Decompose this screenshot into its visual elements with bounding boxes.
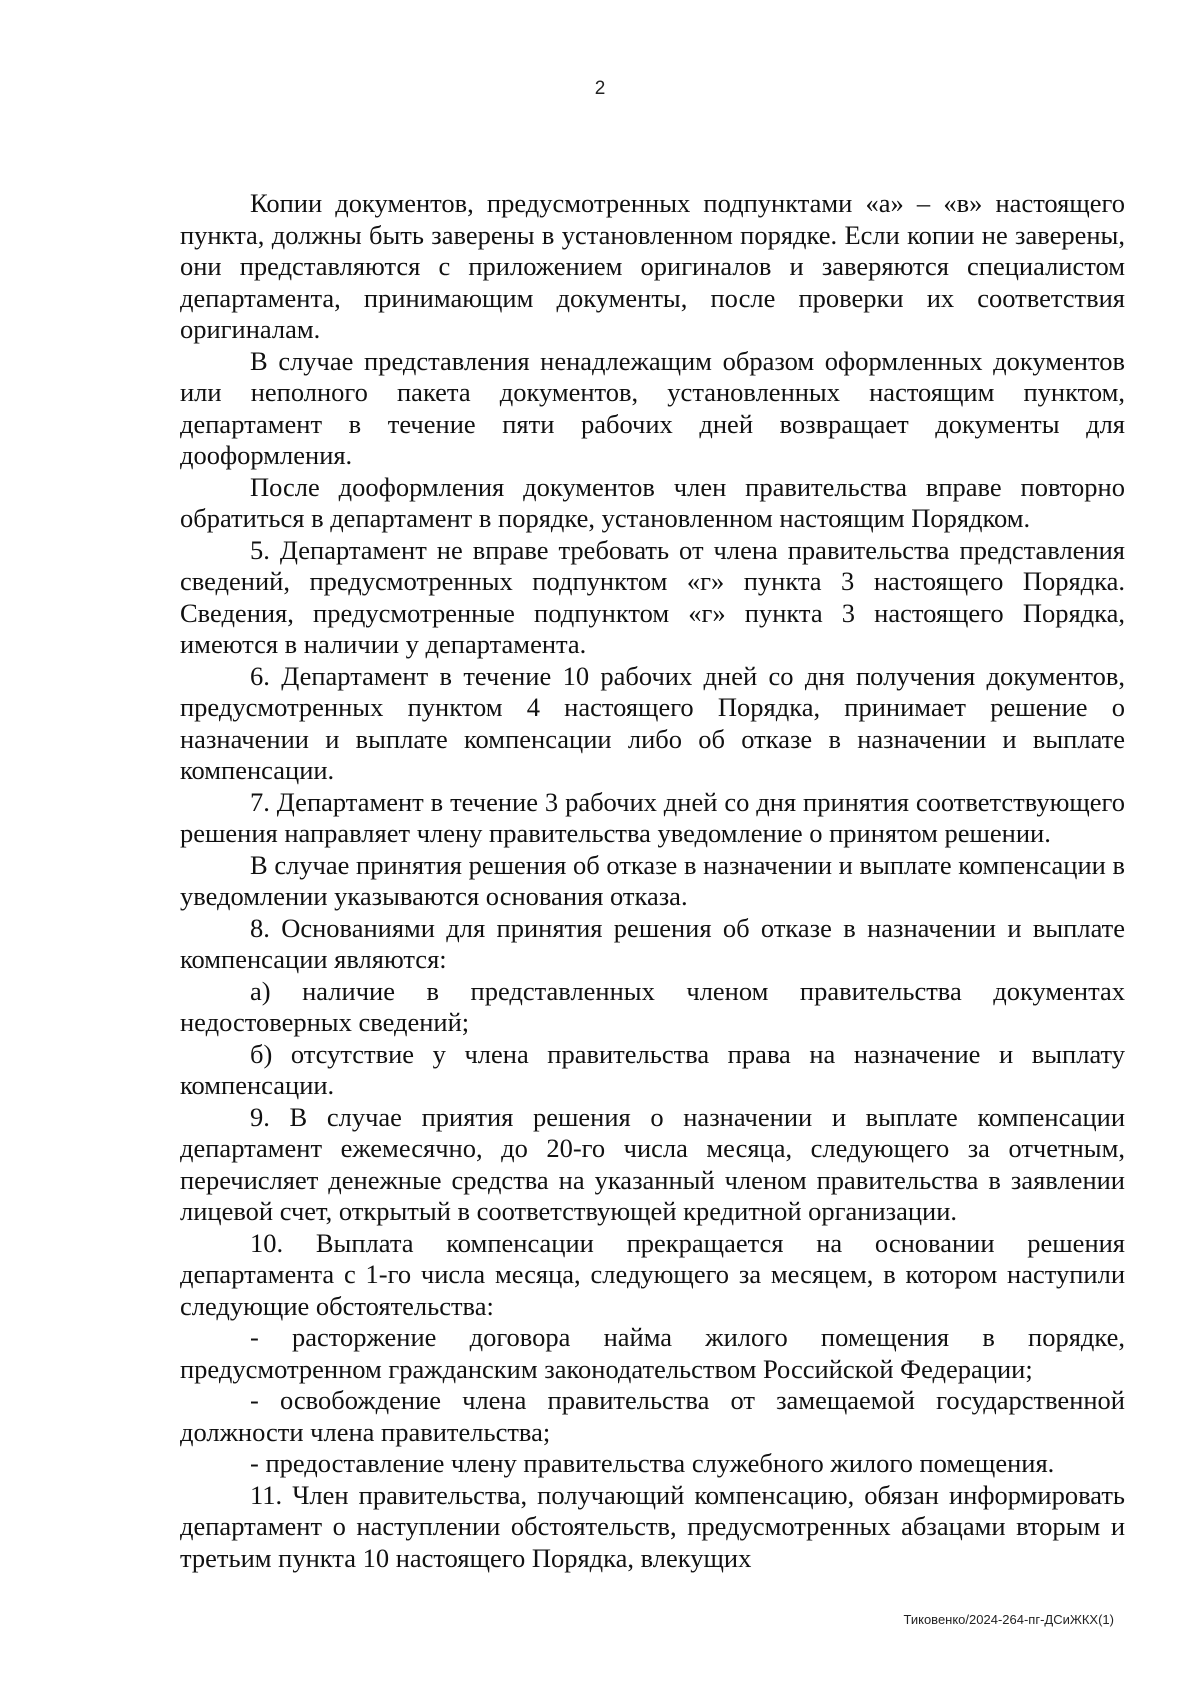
paragraph: б) отсутствие у члена правительства права на назначение и выплату компенсации.	[180, 1038, 1125, 1100]
paragraph: а) наличие в представленных членом правительства документах недостоверных сведений;	[180, 975, 1125, 1037]
paragraph: 5. Департамент не вправе требовать от члена правительства представления сведений, предусмотренных подпунктом «г» пункта 3 настоящего Порядка. Сведения, предусмотренные подпунктом «г» пункта 3 настоящего Порядка, имеются в наличии у департамента.	[180, 534, 1125, 659]
paragraph: В случае представления ненадлежащим образом оформленных документов или неполного пакета документов, установленных настоящим пунктом, департамент в течение пяти рабочих дней возвращает документы для дооформления.	[180, 345, 1125, 470]
paragraph: В случае принятия решения об отказе в назначении и выплате компенсации в уведомлении указываются основания отказа.	[180, 849, 1125, 911]
paragraph: - расторжение договора найма жилого помещения в порядке, предусмотренном гражданским законодательством Российской Федерации;	[180, 1322, 1125, 1384]
paragraph: - освобождение члена правительства от замещаемой государственной должности члена правительства;	[180, 1385, 1125, 1447]
paragraph: После дооформления документов член правительства вправе повторно обратиться в департамент в порядке, установленном настоящим Порядком.	[180, 471, 1125, 533]
paragraph: - предоставление члену правительства служебного жилого помещения.	[250, 1448, 1055, 1478]
paragraph: 6. Департамент в течение 10 рабочих дней со дня получения документов, предусмотренных пунктом 4 настоящего Порядка, принимает решение о назначении и выплате компенсации либо об отказе в назначении и выплате компенсации.	[180, 660, 1125, 785]
page-number: 2	[594, 78, 606, 99]
paragraph: 11. Член правительства, получающий компенсацию, обязан информировать департамент о наступлении обстоятельств, предусмотренных абзацами вторым и третьим пункта 10 настоящего Порядка, влекущих	[180, 1479, 1125, 1573]
paragraph: 10. Выплата компенсации прекращается на основании решения департамента с 1-го числа месяца, следующего за месяцем, в котором наступили следующие обстоятельства:	[180, 1227, 1125, 1321]
paragraph: 7. Департамент в течение 3 рабочих дней со дня принятия соответствующего решения направляет члену правительства уведомление о принятом решении.	[180, 786, 1125, 848]
document-body	[180, 188, 1125, 1574]
document-footer-code: Тиковенко/2024-264-пг-ДСиЖКХ(1)	[903, 1612, 1114, 1627]
paragraph: 9. В случае приятия решения о назначении и выплате компенсации департамент ежемесячно, до 20-го числа месяца, следующего за отчетным, перечисляет денежные средства на указанный членом правительства в заявлении лицевой счет, открытый в соответствующей кредитной организации.	[180, 1101, 1125, 1226]
paragraph: 8. Основаниями для принятия решения об отказе в назначении и выплате компенсации являются:	[180, 912, 1125, 974]
paragraph: Копии документов, предусмотренных подпунктами «а» – «в» настоящего пункта, должны быть заверены в установленном порядке. Если копии не заверены, они представляются с приложением оригиналов и заверяются специалистом департамента, принимающим документы, после проверки их соответствия оригиналам.	[180, 188, 1125, 344]
